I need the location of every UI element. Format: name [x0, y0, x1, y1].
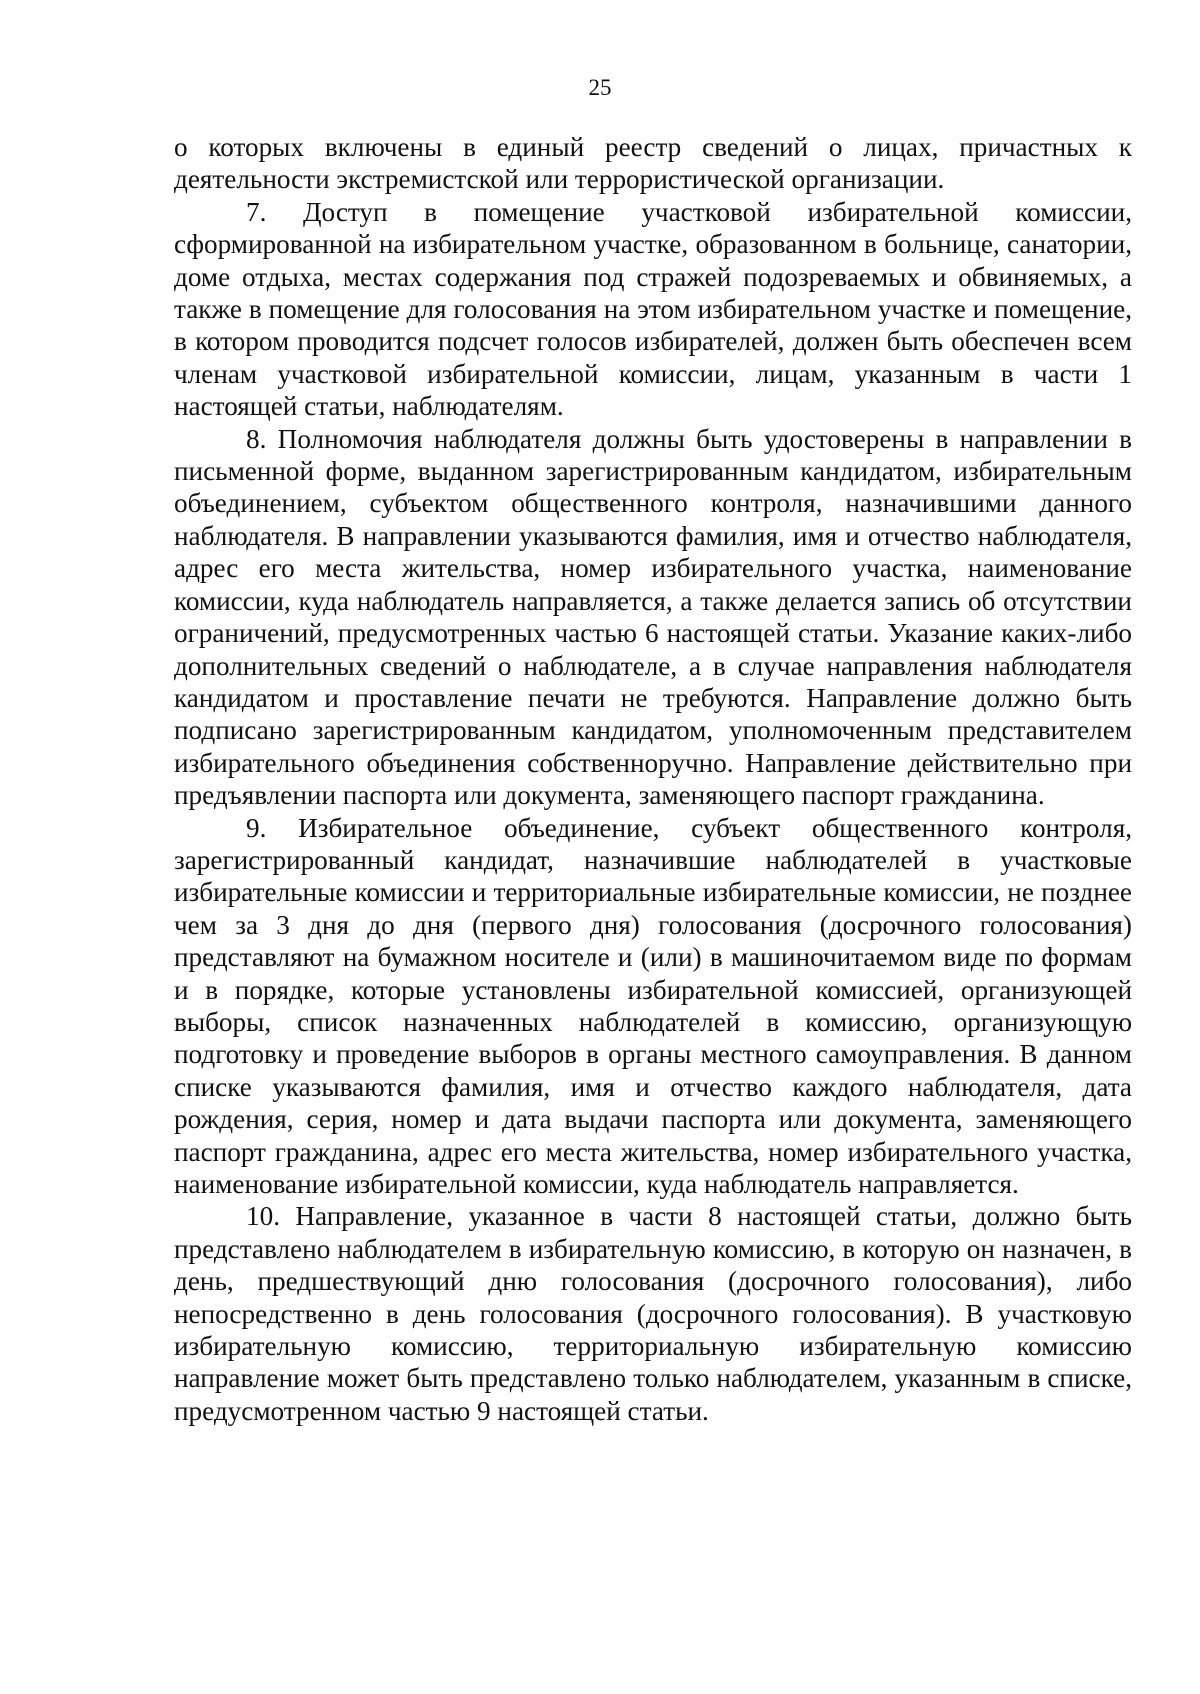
page-number: 25	[588, 75, 612, 100]
paragraph-clause-9: 9. Избирательное объединение, субъект общественного контроля, зарегистрированный кандидат, назначившие наблюдателей в участковые избирательные комиссии и территориальные избирательные комиссии, не позднее чем за 3 дня до дня (первого дня) голосования (досрочного голосования) представляют на бумажном носителе и (или) в машиночитаемом виде по формам и в порядке, которые установлены избирательной комиссией, организующей выборы, список назначенных наблюдателей в комиссию, организующую подготовку и проведение выборов в органы местного самоуправления. В данном списке указываются фамилия, имя и отчество каждого наблюдателя, дата рождения, серия, номер и дата выдачи паспорта или документа, заменяющего паспорт гражданина, адрес его места жительства, номер избирательного участка, наименование избирательной комиссии, куда наблюдатель направляется.	[174, 812, 1132, 1199]
paragraph-clause-10: 10. Направление, указанное в части 8 настоящей статьи, должно быть представлено наблюдателем в избирательную комиссию, в которую он назначен, в день, предшествующий дню голосования (досрочного голосования), либо непосредственно в день голосования (досрочного голосования). В участковую избирательную комиссию, территориальную избирательную комиссию направление может быть представлено только наблюдателем, указанным в списке, предусмотренном частью 9 настоящей статьи.	[174, 1201, 1132, 1426]
document-body	[174, 131, 1132, 1427]
paragraph-clause-8: 8. Полномочия наблюдателя должны быть удостоверены в направлении в письменной форме, выданном зарегистрированным кандидатом, избирательным объединением, субъектом общественного контроля, назначившими данного наблюдателя. В направлении указываются фамилия, имя и отчество наблюдателя, адрес его места жительства, номер избирательного участка, наименование комиссии, куда наблюдатель направляется, а также делается запись об отсутствии ограничений, предусмотренных частью 6 настоящей статьи. Указание каких-либо дополнительных сведений о наблюдателе, а в случае направления наблюдателя кандидатом и проставление печати не требуются. Направление должно быть подписано зарегистрированным кандидатом, уполномоченным представителем избирательного объединения собственноручно. Направление действительно при предъявлении паспорта или документа, заменяющего паспорт гражданина.	[174, 423, 1132, 811]
paragraph-clause-7: 7. Доступ в помещение участковой избирательной комиссии, сформированной на избирательном участке, образованном в больнице, санатории, доме отдыха, местах содержания под стражей подозреваемых и обвиняемых, а также в помещение для голосования на этом избирательном участке и помещение, в котором проводится подсчет голосов избирателей, должен быть обеспечен всем членам участковой избирательной комиссии, лицам, указанным в части 1 настоящей статьи, наблюдателям.	[174, 196, 1132, 422]
paragraph-continuation: о которых включены в единый реестр сведений о лицах, причастных к деятельности экстремистской или террористической организации.	[174, 132, 1132, 195]
